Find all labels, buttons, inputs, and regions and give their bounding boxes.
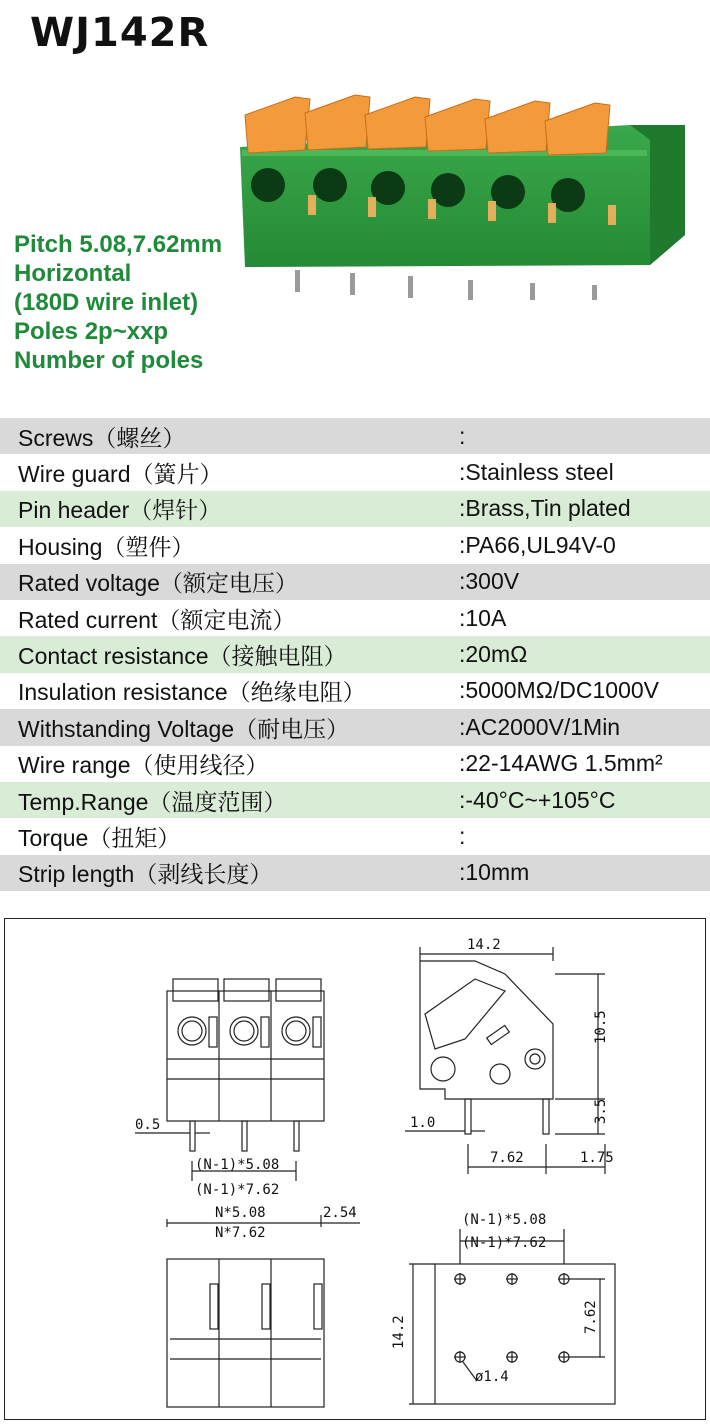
spec-label: Torque（扭矩） [18, 824, 181, 851]
dim-side-pitch: 7.62 [490, 1150, 524, 1166]
spec-label: Wire guard（簧片） [18, 461, 223, 488]
spec-label: Wire range（使用线径） [18, 752, 269, 779]
spec-label: Strip length（剥线长度） [18, 861, 273, 888]
spec-value: : [459, 422, 466, 449]
dim-hole-diameter: ø1.4 [475, 1369, 509, 1385]
technical-drawing [4, 918, 706, 1420]
spec-label: Rated voltage（额定电压） [18, 570, 298, 597]
drawing-svg [5, 919, 705, 1419]
product-photo [240, 85, 690, 300]
dim-thickness: 0.5 [135, 1117, 161, 1133]
spec-row [0, 746, 710, 782]
spec-label: Contact resistance（接触电阻） [18, 643, 347, 670]
spec-row [0, 564, 710, 600]
spec-row [0, 418, 710, 454]
spec-row [0, 454, 710, 490]
spec-row [0, 491, 710, 527]
dim-side-edge: 1.75 [580, 1150, 614, 1166]
spec-value: :10A [459, 604, 507, 631]
spec-value: :10mm [459, 859, 530, 886]
spec-row [0, 818, 710, 854]
spec-label: Pin header（焊针） [18, 497, 222, 524]
spec-value: :20mΩ [459, 641, 528, 668]
spec-value: : [459, 822, 466, 849]
spec-value: :AC2000V/1Min [459, 713, 621, 740]
dim-edge: 2.54 [323, 1205, 357, 1221]
spec-row [0, 636, 710, 672]
spec-label: Housing（塑件） [18, 533, 195, 560]
spec-value: :Brass,Tin plated [459, 495, 631, 522]
spec-row [0, 673, 710, 709]
dim-width: 14.2 [467, 937, 501, 953]
spec-row [0, 782, 710, 818]
feature-number-of-poles: Number of poles [14, 347, 204, 374]
product-title: WJ142R [30, 10, 210, 56]
spec-value: :Stainless steel [459, 459, 614, 486]
dim-pitch-762: (N-1)*7.62 [195, 1182, 280, 1198]
dim-offset: 1.0 [410, 1115, 436, 1131]
dim-length-762: N*7.62 [215, 1225, 266, 1241]
dim-pcb-row: 7.62 [583, 1300, 599, 1334]
dim-pin-length: 3.5 [593, 1098, 609, 1124]
dim-height: 10.5 [593, 1010, 609, 1044]
spec-row [0, 709, 710, 745]
feature-wire-inlet: (180D wire inlet) [14, 289, 199, 316]
dim-pcb-pitch-762: (N-1)*7.62 [462, 1235, 547, 1251]
feature-list [14, 230, 222, 375]
dim-pcb-pitch-508: (N-1)*5.08 [462, 1212, 547, 1228]
spec-label: Rated current（额定电流） [18, 606, 296, 633]
spec-table [0, 418, 710, 891]
dim-pitch-508: (N-1)*5.08 [195, 1157, 280, 1173]
spec-row [0, 527, 710, 563]
spec-label: Insulation resistance（绝缘电阻） [18, 679, 366, 706]
spec-value: :PA66,UL94V-0 [459, 531, 616, 558]
spec-row [0, 855, 710, 891]
feature-orientation: Horizontal [14, 260, 132, 287]
spec-row [0, 600, 710, 636]
spec-value: :-40°C~+105°C [459, 786, 616, 813]
spec-value: :22-14AWG 1.5mm² [459, 750, 663, 777]
feature-poles: Poles 2p~xxp [14, 318, 169, 345]
spec-label: Temp.Range（温度范围） [18, 788, 287, 815]
dim-pcb-depth: 14.2 [391, 1315, 407, 1349]
spec-label: Withstanding Voltage（耐电压） [18, 715, 350, 742]
spec-value: :5000MΩ/DC1000V [459, 677, 660, 704]
dim-length-508: N*5.08 [215, 1205, 266, 1221]
spec-label: Screws（螺丝） [18, 424, 186, 451]
feature-pitch: Pitch 5.08,7.62mm [14, 231, 223, 258]
spec-value: :300V [459, 568, 520, 595]
